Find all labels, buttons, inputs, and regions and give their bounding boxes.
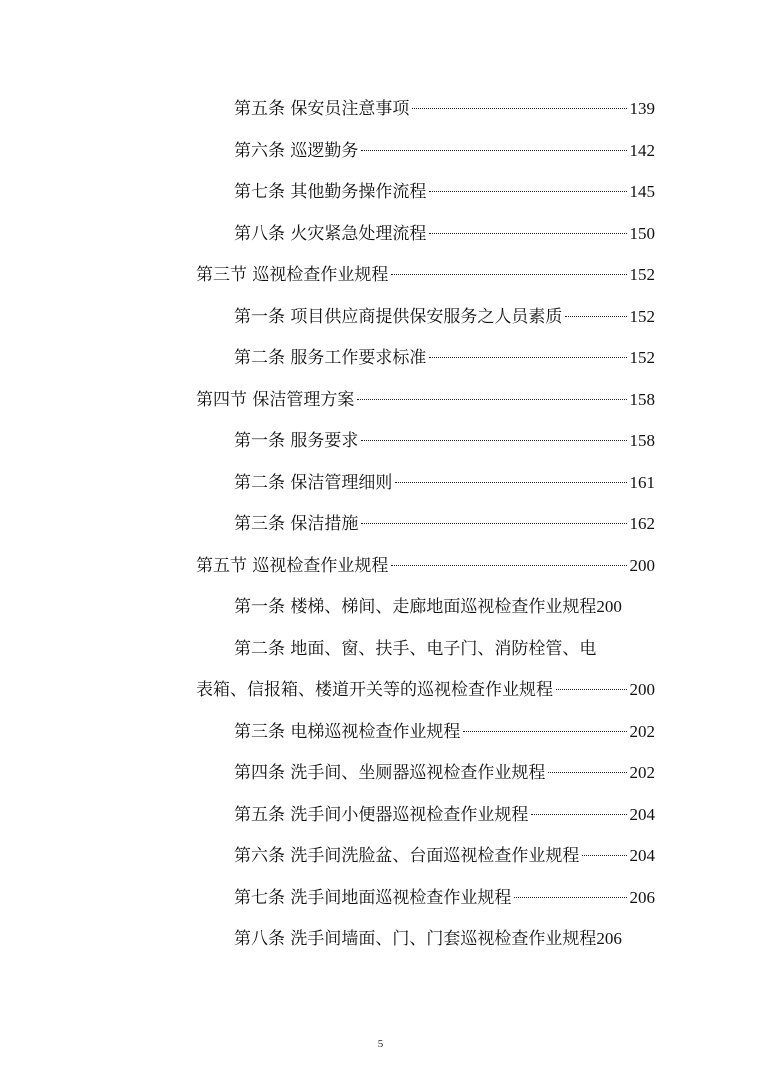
toc-entry-page: 206 [629, 888, 655, 907]
toc-entry-title: 第二条 服务工作要求标准 [234, 348, 427, 368]
toc-entry-title: 第八条 洗手间墙面、门、门套巡视检查作业规程 [234, 929, 597, 949]
toc-entry-wrapped-line[interactable] [234, 637, 596, 661]
toc-entry-title: 第八条 火灾紧急处理流程 [234, 224, 427, 244]
toc-entry-title: 第二条 保洁管理细则 [234, 473, 393, 493]
toc-entry-page: 200 [596, 597, 622, 616]
toc-entry[interactable] [234, 305, 655, 329]
toc-entry[interactable] [234, 844, 655, 868]
toc-entry-title: 第七条 其他勤务操作流程 [234, 182, 427, 202]
toc-entry-title: 第一条 楼梯、梯间、走廊地面巡视检查作业规程 [234, 597, 597, 617]
toc-entry[interactable] [234, 346, 655, 370]
dot-leader [391, 565, 626, 566]
toc-entry-page: 202 [629, 763, 655, 782]
dot-leader [429, 191, 626, 192]
toc-section-entry[interactable] [196, 263, 655, 287]
toc-entry[interactable] [234, 471, 655, 495]
toc-entry-title: 第一条 项目供应商提供保安服务之人员素质 [234, 307, 563, 327]
toc-entry-title: 第六条 巡逻勤务 [234, 141, 359, 161]
dot-leader [531, 814, 626, 815]
dot-leader [412, 108, 626, 109]
page-number: 5 [377, 1038, 384, 1050]
toc-entry-page: 200 [629, 680, 655, 699]
dot-leader [565, 316, 626, 317]
toc-entry[interactable] [234, 927, 655, 951]
toc-entry-page: 161 [629, 473, 655, 492]
toc-entry-title: 表箱、信报箱、楼道开关等的巡视检查作业规程 [196, 680, 553, 700]
toc-entry-page: 152 [629, 348, 655, 367]
toc-entry[interactable] [234, 595, 655, 619]
dot-leader [429, 357, 626, 358]
dot-leader [582, 855, 626, 856]
toc-entry-title: 第三节 巡视检查作业规程 [196, 265, 389, 285]
toc-entry-page: 202 [629, 722, 655, 741]
toc-entry-page: 206 [596, 929, 622, 948]
dot-leader [548, 772, 626, 773]
toc-entry-title: 第一条 服务要求 [234, 431, 359, 451]
dot-leader [556, 689, 627, 690]
toc-entry[interactable] [234, 886, 655, 910]
toc-entry-page: 142 [629, 141, 655, 160]
toc-entry-title: 第七条 洗手间地面巡视检查作业规程 [234, 888, 512, 908]
toc-entry[interactable] [234, 139, 655, 163]
dot-leader [463, 731, 626, 732]
toc-entry[interactable] [234, 222, 655, 246]
dot-leader [395, 482, 626, 483]
dot-leader [361, 440, 626, 441]
toc-entry-continuation[interactable] [196, 678, 655, 702]
toc-entry-title: 第五条 洗手间小便器巡视检查作业规程 [234, 805, 529, 825]
toc-entry-page: 204 [629, 846, 655, 865]
dot-leader [429, 233, 626, 234]
toc-entry[interactable] [234, 803, 655, 827]
dot-leader [357, 399, 626, 400]
toc-entry-title: 第五条 保安员注意事项 [234, 99, 410, 119]
toc-entry[interactable] [234, 512, 655, 536]
toc-entry[interactable] [234, 429, 655, 453]
dot-leader [361, 150, 626, 151]
toc-entry-title: 第三条 电梯巡视检查作业规程 [234, 722, 461, 742]
toc-entry-page: 152 [629, 265, 655, 284]
toc-entry-page: 150 [629, 224, 655, 243]
toc-entry-title: 第四条 洗手间、坐厕器巡视检查作业规程 [234, 763, 546, 783]
toc-entry[interactable] [234, 97, 655, 121]
toc-entry-page: 158 [629, 431, 655, 450]
dot-leader [514, 897, 626, 898]
dot-leader [391, 274, 626, 275]
toc-entry-page: 139 [629, 99, 655, 118]
toc-section-entry[interactable] [196, 388, 655, 412]
dot-leader [361, 523, 626, 524]
toc-entry[interactable] [234, 720, 655, 744]
toc-entry-page: 152 [629, 307, 655, 326]
toc-entry-page: 200 [629, 556, 655, 575]
toc-entry-page: 145 [629, 182, 655, 201]
toc-entry-page: 162 [629, 514, 655, 533]
toc-entry-title: 第二条 地面、窗、扶手、电子门、消防栓管、电 [234, 639, 597, 659]
toc-entry-title: 第四节 保洁管理方案 [196, 390, 355, 410]
toc-entry-title: 第三条 保洁措施 [234, 514, 359, 534]
toc-entry[interactable] [234, 761, 655, 785]
toc-entry-page: 204 [629, 805, 655, 824]
toc-entry-title: 第五节 巡视检查作业规程 [196, 556, 389, 576]
toc-section-entry[interactable] [196, 554, 655, 578]
toc-entry[interactable] [234, 180, 655, 204]
toc-entry-title: 第六条 洗手间洗脸盆、台面巡视检查作业规程 [234, 846, 580, 866]
toc-entry-page: 158 [629, 390, 655, 409]
